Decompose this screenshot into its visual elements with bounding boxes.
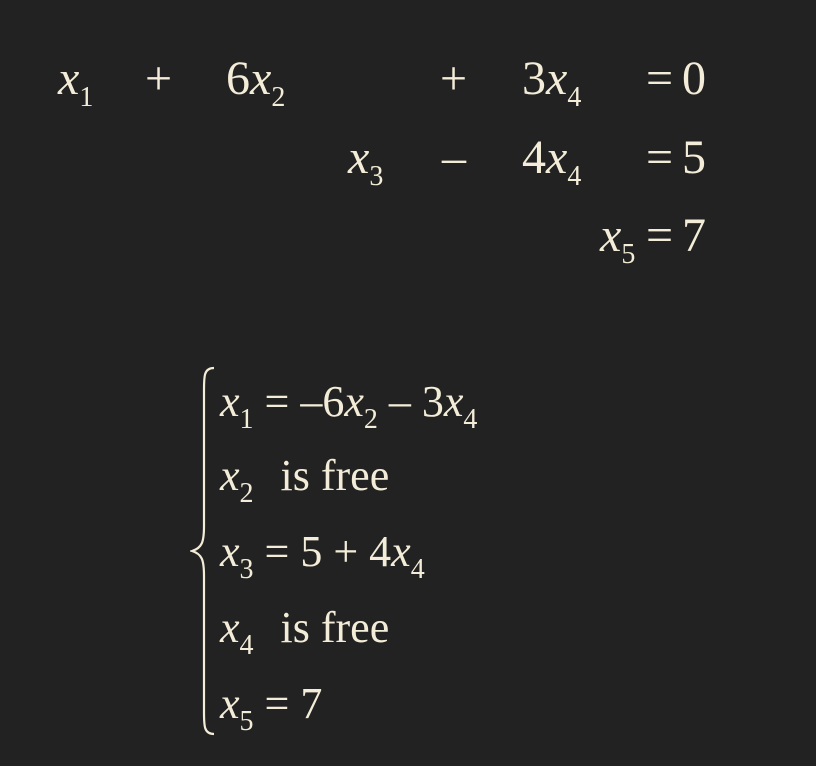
row1-x4-term: $3x_4$	[522, 52, 582, 113]
solution-row-x4: $x_4$ is free	[220, 603, 390, 661]
row2-x3-term: $x_3$	[348, 131, 384, 192]
row2-equals: =	[646, 131, 674, 184]
row2-rhs: 5	[682, 131, 706, 184]
row1-plus-2: +	[440, 52, 468, 105]
row3-x5-term: $x_5$	[600, 209, 636, 270]
row3-rhs: 7	[682, 209, 706, 262]
left-brace	[190, 366, 216, 736]
row1-x1-term: $x_1$	[58, 52, 94, 113]
row2-x4-term: $4x_4$	[522, 131, 582, 192]
row2-minus: –	[442, 131, 466, 184]
row1-equals: =	[646, 52, 674, 105]
row1-plus-1: +	[145, 52, 173, 105]
row1-x2-term: $6x_2$	[226, 52, 286, 113]
solution-row-x2: $x_2$ is free	[220, 451, 390, 509]
row1-rhs: 0	[682, 52, 706, 105]
solution-row-x3: $x_3 = 5 + 4x_4$	[220, 527, 425, 585]
solution-row-x5: $x_5 = 7$	[220, 679, 323, 737]
row3-equals: =	[646, 209, 674, 262]
solution-row-x1: $x_1 = -6x_2 - 3x_4$	[220, 377, 478, 435]
